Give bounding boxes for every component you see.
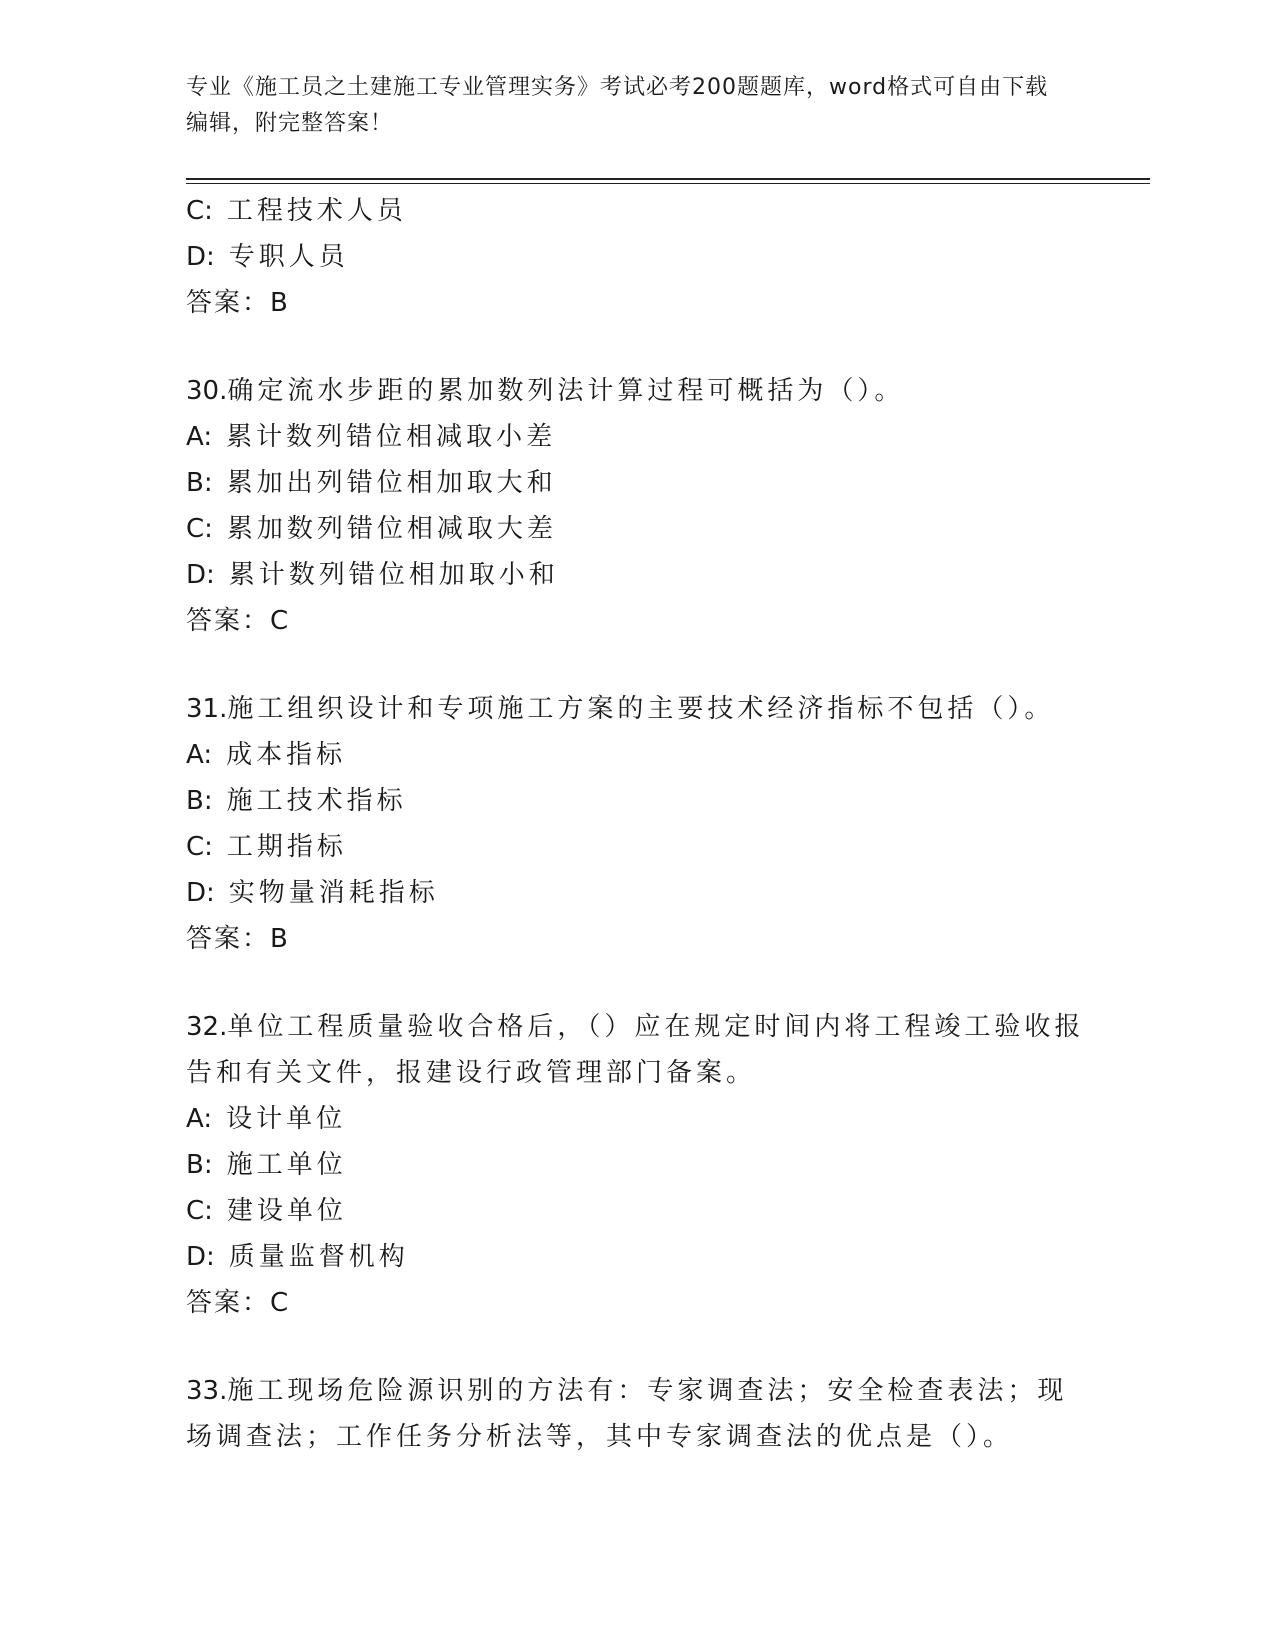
option-letter: C: xyxy=(186,196,213,226)
option-text: 累计数列错位相加取小和 xyxy=(228,560,559,590)
question-text: 单位工程质量验收合格后，（）应在规定时间内将工程竣工验收报告和有关文件，报建设行政管理部门备案。 xyxy=(186,1012,1085,1088)
option-text: 累加数列错位相减取大差 xyxy=(226,514,557,544)
question-31 xyxy=(186,686,1086,732)
option-letter: B: xyxy=(186,786,213,816)
option-letter: A: xyxy=(186,740,213,770)
option-line xyxy=(186,188,1086,234)
question-text: 施工组织设计和专项施工方案的主要技术经济指标不包括（）。 xyxy=(227,694,1055,724)
option-letter: C: xyxy=(186,1196,213,1226)
option-line xyxy=(186,1234,1086,1280)
option-letter: A: xyxy=(186,422,213,452)
option-text: 建设单位 xyxy=(226,1196,347,1226)
option-line xyxy=(186,234,1086,280)
question-33 xyxy=(186,1368,1086,1460)
option-letter: A: xyxy=(186,1104,213,1134)
option-text: 累计数列错位相减取小差 xyxy=(226,422,557,452)
option-line xyxy=(186,1096,1086,1142)
option-line xyxy=(186,1142,1086,1188)
question-number: 32. xyxy=(186,1012,228,1042)
question-number: 31. xyxy=(186,694,228,724)
question-30 xyxy=(186,368,1086,414)
option-text: 施工单位 xyxy=(226,1150,347,1180)
option-line xyxy=(186,778,1086,824)
question-content xyxy=(186,188,1086,1460)
option-text: 施工技术指标 xyxy=(226,786,407,816)
option-text: 实物量消耗指标 xyxy=(228,878,439,908)
option-letter: C: xyxy=(186,514,213,544)
question-text: 施工现场危险源识别的方法有：专家调查法；安全检查表法；现场调查法；工作任务分析法等，其中专家调查法的优点是（）。 xyxy=(186,1376,1068,1452)
option-text: 工期指标 xyxy=(226,832,347,862)
option-letter: C: xyxy=(186,832,213,862)
answer-line: 答案：C xyxy=(186,606,291,636)
option-letter: B: xyxy=(186,468,213,498)
option-line xyxy=(186,460,1086,506)
option-line xyxy=(186,414,1086,460)
answer-line: 答案：C xyxy=(186,1288,291,1318)
question-text: 确定流水步距的累加数列法计算过程可概括为（）。 xyxy=(227,376,905,406)
option-letter: D: xyxy=(186,878,215,908)
option-line xyxy=(186,552,1086,598)
option-letter: D: xyxy=(186,560,215,590)
answer-line: 答案：B xyxy=(186,288,290,318)
answer-line: 答案：B xyxy=(186,924,290,954)
option-line xyxy=(186,1188,1086,1234)
option-line xyxy=(186,824,1086,870)
option-text: 质量监督机构 xyxy=(228,1242,409,1272)
option-text: 工程技术人员 xyxy=(226,196,407,226)
question-number: 33. xyxy=(186,1376,228,1406)
option-text: 成本指标 xyxy=(226,740,347,770)
option-line xyxy=(186,870,1086,916)
option-line xyxy=(186,506,1086,552)
option-letter: B: xyxy=(186,1150,213,1180)
option-letter: D: xyxy=(186,1242,215,1272)
option-text: 累加出列错位相加取大和 xyxy=(226,468,557,498)
option-line xyxy=(186,732,1086,778)
question-number: 30. xyxy=(186,376,228,406)
document-header: 专业《施工员之土建施工专业管理实务》考试必考200题题库，word格式可自由下载编辑，附完整答案！ xyxy=(186,75,1049,136)
option-text: 设计单位 xyxy=(226,1104,347,1134)
header-divider xyxy=(186,178,1150,184)
option-text: 专职人员 xyxy=(228,242,349,272)
question-32 xyxy=(186,1004,1086,1096)
option-letter: D: xyxy=(186,242,215,272)
